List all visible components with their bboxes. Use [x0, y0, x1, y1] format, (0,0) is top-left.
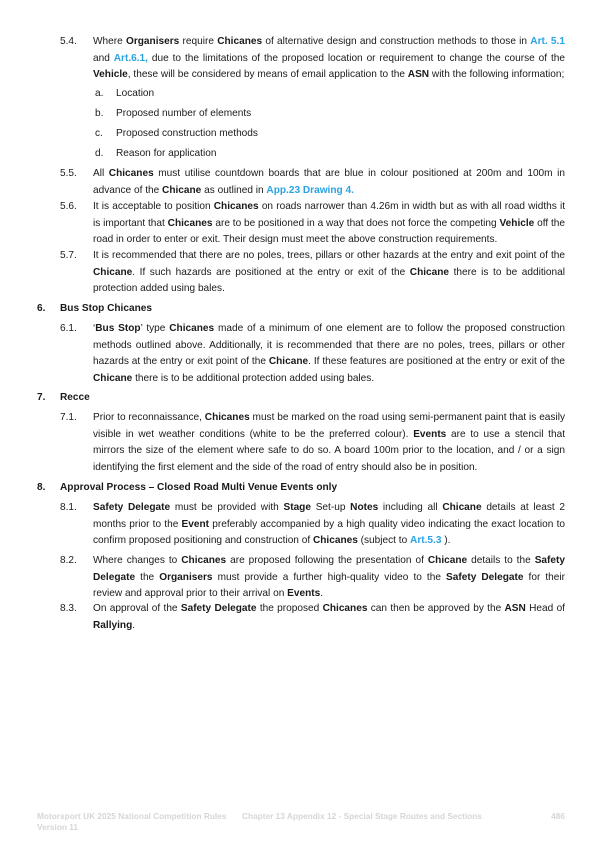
appendix-link[interactable]: App.23 Drawing 4. — [266, 184, 354, 196]
clause-number: 5.5. — [60, 168, 77, 179]
clause-5-6 — [60, 199, 565, 249]
clause-5-4 — [60, 34, 565, 84]
clause-number: 7.1. — [60, 412, 77, 423]
clause-5-7 — [60, 248, 565, 298]
clause-text: Where Organisers require Chicanes of alternative design and construction methods to those in Art. 5.1 and Art.6.1, due to the limitations of the proposed location or requirement to change the course of the Vehicle, these will be considered by means of email application to the ASN with the following information; — [93, 36, 565, 80]
footer-page-number: 486 — [551, 811, 565, 821]
clause-number: 8.1. — [60, 502, 77, 513]
clause-text: ‘Bus Stop’ type Chicanes made of a minimum of one element are to follow the proposed construction methods outlined above. Additionally, it is recommended that there are no poles, trees, pillars or other hazards at the entry or exit point of the Chicane. If these features are positioned at the entry or exit of the Chicane there is to be additional protection added using bales. — [93, 323, 566, 384]
clause-text: Where changes to Chicanes are proposed following the presentation of Chicane details to the Safety Delegate the Organisers must provide a further high-quality video to the Safety Delegate for their review and approval prior to their arrival on Events. — [93, 555, 565, 599]
list-item: d. Reason for application — [95, 148, 217, 159]
clause-7-1 — [60, 410, 565, 476]
list-item: b. Proposed number of elements — [95, 108, 252, 119]
clause-8-3 — [60, 601, 565, 634]
clause-8-1 — [60, 500, 565, 550]
clause-6-1 — [60, 321, 565, 387]
footer-left — [37, 811, 226, 833]
clause-number: 6.1. — [60, 323, 77, 334]
clause-5-5 — [60, 166, 565, 199]
clause-text: Prior to reconnaissance, Chicanes must be marked on the road using semi-permanent paint that is easily visible in wet weather conditions (white to be the preferred colour). Events are to use a stencil that mirrors the size of the element where safe to do so. A board 100m prior to the location, and / or a sign identifying the first element and the side of the road of entry should also be in position. — [93, 412, 565, 473]
article-link[interactable]: Art.6.1, — [113, 52, 148, 64]
article-link[interactable]: Art. 5.1 — [530, 36, 565, 47]
clause-number: 8.2. — [60, 555, 77, 566]
list-item: c. Proposed construction methods — [95, 128, 258, 139]
clause-text: All Chicanes must utilise countdown boards that are blue in colour positioned at 200m and 100m in advance of the Chicane as outlined in App.23 Drawing 4. — [93, 168, 566, 196]
clause-text: Safety Delegate must be provided with Stage Set-up Notes including all Chicane details at least 2 months prior to the Event preferably accompanied by a high quality video indicating the exact location to confirm proposed positioning and construction of Chicanes (subject to Art.5.3 ). — [93, 502, 565, 546]
article-link[interactable]: Art.5.3 — [410, 535, 442, 546]
section-heading-8: 8. Approval Process – Closed Road Multi Venue Events only — [37, 482, 338, 493]
footer-chapter: Chapter 13 Appendix 12 - Special Stage Routes and Sections — [242, 811, 482, 821]
clause-8-2 — [60, 553, 565, 603]
clause-number: 5.6. — [60, 201, 77, 212]
clause-text: It is recommended that there are no poles, trees, pillars or other hazards at the entry and exit point of the Chicane. If such hazards are positioned at the entry or exit of the Chicane there is to be additional protection added using bales. — [93, 250, 565, 294]
clause-text: On approval of the Safety Delegate the proposed Chicanes can then be approved by the ASN Head of Rallying. — [93, 603, 565, 631]
clause-number: 5.7. — [60, 250, 77, 261]
section-heading-6: 6. Bus Stop Chicanes — [37, 303, 152, 314]
footer-version: Version 11 — [37, 822, 79, 832]
section-heading-7: 7. Recce — [37, 392, 90, 403]
clause-text: It is acceptable to position Chicanes on roads narrower than 4.26m in width but as with all road widths it is important that Chicanes are to be positioned in a way that does not force the competing Vehicle off the road in order to enter or exit. Their design must meet the above construction requirements. — [93, 201, 565, 245]
clause-number: 8.3. — [60, 603, 77, 614]
footer-title: Motorsport UK 2025 National Competition Rules — [37, 811, 227, 821]
list-item: a. Location — [95, 88, 155, 99]
clause-number: 5.4. — [60, 36, 77, 47]
